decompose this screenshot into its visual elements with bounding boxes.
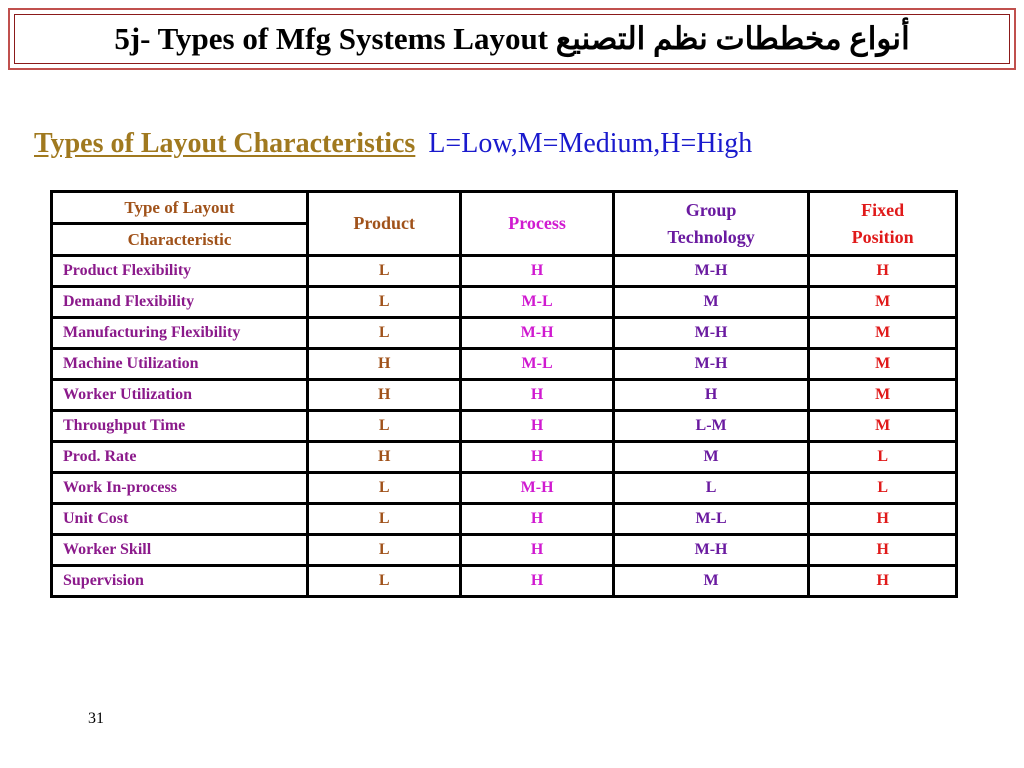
slide-title: 5j- Types of Mfg Systems Layout أنواع مخططات نظم التصنيع	[114, 21, 910, 56]
layout-characteristics-table	[50, 190, 958, 598]
header-type-of-layout: Type of Layout	[52, 192, 308, 224]
header-characteristic: Characteristic	[52, 224, 308, 256]
cell-process: H	[461, 566, 613, 597]
cell-fixed-position: M	[809, 411, 957, 442]
column-header-process: Process	[461, 192, 613, 256]
cell-group-technology: M-L	[613, 504, 809, 535]
cell-product: L	[307, 411, 460, 442]
table-row	[52, 442, 957, 473]
cell-product: H	[307, 349, 460, 380]
cell-group-technology: L-M	[613, 411, 809, 442]
table-row	[52, 256, 957, 287]
cell-product: L	[307, 473, 460, 504]
subtitle-highlight: Types of Layout Characteristics	[34, 128, 416, 159]
title-box	[8, 8, 1016, 70]
cell-group-technology: M	[613, 287, 809, 318]
cell-group-technology: M-H	[613, 349, 809, 380]
cell-fixed-position: M	[809, 287, 957, 318]
row-label: Worker Utilization	[52, 380, 308, 411]
table-row	[52, 411, 957, 442]
table-row	[52, 535, 957, 566]
cell-group-technology: M-H	[613, 318, 809, 349]
cell-group-technology: M	[613, 442, 809, 473]
cell-fixed-position: H	[809, 535, 957, 566]
cell-process: M-H	[461, 318, 613, 349]
cell-process: H	[461, 256, 613, 287]
table-row	[52, 380, 957, 411]
cell-group-technology: L	[613, 473, 809, 504]
row-label: Supervision	[52, 566, 308, 597]
table-header-row	[52, 192, 957, 224]
row-label: Work In-process	[52, 473, 308, 504]
cell-fixed-position: M	[809, 349, 957, 380]
cell-product: L	[307, 535, 460, 566]
cell-product: L	[307, 287, 460, 318]
cell-fixed-position: L	[809, 473, 957, 504]
row-label: Manufacturing Flexibility	[52, 318, 308, 349]
column-header-fixed-position-label: Fixed Position	[851, 199, 914, 247]
cell-group-technology: M	[613, 566, 809, 597]
column-header-group-technology	[613, 192, 809, 256]
row-label: Worker Skill	[52, 535, 308, 566]
cell-product: L	[307, 504, 460, 535]
page-number: 31	[88, 710, 104, 727]
table-row	[52, 349, 957, 380]
cell-product: H	[307, 380, 460, 411]
cell-process: H	[461, 411, 613, 442]
table-row	[52, 287, 957, 318]
cell-product: L	[307, 256, 460, 287]
cell-process: H	[461, 504, 613, 535]
cell-fixed-position: H	[809, 256, 957, 287]
cell-fixed-position: H	[809, 566, 957, 597]
row-label: Throughput Time	[52, 411, 308, 442]
cell-product: H	[307, 442, 460, 473]
table-row	[52, 473, 957, 504]
title-frame	[14, 14, 1010, 64]
cell-fixed-position: M	[809, 318, 957, 349]
cell-process: M-L	[461, 349, 613, 380]
column-header-fixed-position	[809, 192, 957, 256]
table-row	[52, 318, 957, 349]
subtitle-legend: L=Low,M=Medium,H=High	[428, 128, 753, 159]
subtitle	[34, 128, 752, 160]
column-header-product: Product	[307, 192, 460, 256]
cell-group-technology: M-H	[613, 535, 809, 566]
row-label: Product Flexibility	[52, 256, 308, 287]
cell-process: M-L	[461, 287, 613, 318]
cell-fixed-position: H	[809, 504, 957, 535]
cell-process: H	[461, 442, 613, 473]
cell-product: L	[307, 318, 460, 349]
cell-process: H	[461, 535, 613, 566]
row-label: Machine Utilization	[52, 349, 308, 380]
cell-process: H	[461, 380, 613, 411]
cell-product: L	[307, 566, 460, 597]
cell-process: M-H	[461, 473, 613, 504]
row-label: Demand Flexibility	[52, 287, 308, 318]
cell-group-technology: H	[613, 380, 809, 411]
cell-fixed-position: L	[809, 442, 957, 473]
table-row	[52, 566, 957, 597]
row-label: Unit Cost	[52, 504, 308, 535]
column-header-group-technology-label: Group Technology	[667, 199, 755, 247]
cell-group-technology: M-H	[613, 256, 809, 287]
cell-fixed-position: M	[809, 380, 957, 411]
row-label: Prod. Rate	[52, 442, 308, 473]
table-row	[52, 504, 957, 535]
